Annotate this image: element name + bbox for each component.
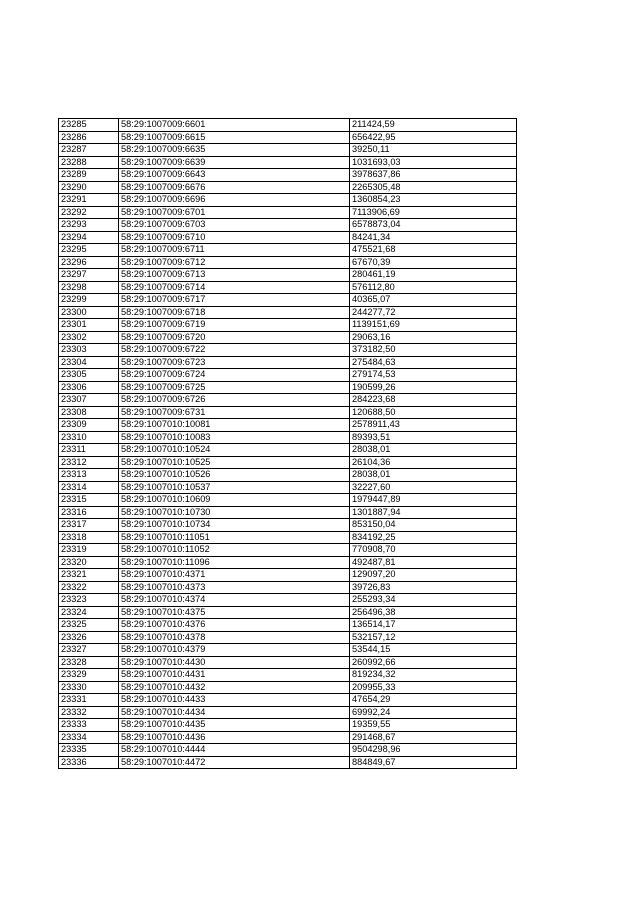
row-number-cell: 23290	[59, 181, 119, 194]
value-cell: 1360854,23	[350, 194, 517, 207]
value-cell: 373182,50	[350, 344, 517, 357]
cadastral-number-cell: 58:29:1007010:4433	[119, 694, 350, 707]
row-number-cell: 23314	[59, 481, 119, 494]
row-number-cell: 23309	[59, 419, 119, 432]
row-number-cell: 23333	[59, 719, 119, 732]
row-number-cell: 23302	[59, 331, 119, 344]
value-cell: 1139151,69	[350, 319, 517, 332]
value-cell: 53544,15	[350, 644, 517, 657]
row-number-cell: 23316	[59, 506, 119, 519]
cadastral-number-cell: 58:29:1007009:6615	[119, 131, 350, 144]
row-number-cell: 23329	[59, 669, 119, 682]
row-number-cell: 23318	[59, 531, 119, 544]
table-body	[59, 119, 517, 769]
cadastral-number-cell: 58:29:1007009:6714	[119, 281, 350, 294]
cadastral-number-cell: 58:29:1007009:6713	[119, 269, 350, 282]
cadastral-number-cell: 58:29:1007010:4376	[119, 619, 350, 632]
row-number-cell: 23286	[59, 131, 119, 144]
table-row	[59, 331, 517, 344]
cadastral-number-cell: 58:29:1007010:10526	[119, 469, 350, 482]
row-number-cell: 23301	[59, 319, 119, 332]
table-row	[59, 131, 517, 144]
table-row	[59, 306, 517, 319]
row-number-cell: 23298	[59, 281, 119, 294]
cadastral-number-cell: 58:29:1007010:11096	[119, 556, 350, 569]
row-number-cell: 23330	[59, 681, 119, 694]
value-cell: 28038,01	[350, 469, 517, 482]
table-row	[59, 181, 517, 194]
value-cell: 532157,12	[350, 631, 517, 644]
table-row	[59, 681, 517, 694]
row-number-cell: 23305	[59, 369, 119, 382]
value-cell: 28038,01	[350, 444, 517, 457]
cadastral-number-cell: 58:29:1007010:4435	[119, 719, 350, 732]
cadastral-number-cell: 58:29:1007009:6719	[119, 319, 350, 332]
table-row	[59, 169, 517, 182]
row-number-cell: 23295	[59, 244, 119, 257]
value-cell: 656422,95	[350, 131, 517, 144]
row-number-cell: 23325	[59, 619, 119, 632]
table-row	[59, 744, 517, 757]
cadastral-number-cell: 58:29:1007009:6639	[119, 156, 350, 169]
row-number-cell: 23291	[59, 194, 119, 207]
table-row	[59, 494, 517, 507]
value-cell: 280461,19	[350, 269, 517, 282]
cadastral-number-cell: 58:29:1007010:4436	[119, 731, 350, 744]
row-number-cell: 23320	[59, 556, 119, 569]
table-row	[59, 156, 517, 169]
value-cell: 1979447,89	[350, 494, 517, 507]
table-row	[59, 419, 517, 432]
cadastral-number-cell: 58:29:1007010:4373	[119, 581, 350, 594]
cadastral-number-cell: 58:29:1007009:6701	[119, 206, 350, 219]
table-row	[59, 144, 517, 157]
value-cell: 69992,24	[350, 706, 517, 719]
table-row	[59, 269, 517, 282]
table-row	[59, 556, 517, 569]
table-row	[59, 219, 517, 232]
cadastral-number-cell: 58:29:1007010:4375	[119, 606, 350, 619]
table-row	[59, 619, 517, 632]
value-cell: 2578911,43	[350, 419, 517, 432]
cadastral-number-cell: 58:29:1007010:10524	[119, 444, 350, 457]
cadastral-number-cell: 58:29:1007009:6722	[119, 344, 350, 357]
value-cell: 260992,66	[350, 656, 517, 669]
cadastral-number-cell: 58:29:1007010:4434	[119, 706, 350, 719]
table-row	[59, 469, 517, 482]
cadastral-number-cell: 58:29:1007009:6711	[119, 244, 350, 257]
value-cell: 7113906,69	[350, 206, 517, 219]
cadastral-number-cell: 58:29:1007010:4378	[119, 631, 350, 644]
value-cell: 1031693,03	[350, 156, 517, 169]
value-cell: 255293,34	[350, 594, 517, 607]
value-cell: 770908,70	[350, 544, 517, 557]
row-number-cell: 23319	[59, 544, 119, 557]
row-number-cell: 23321	[59, 569, 119, 582]
table-row	[59, 481, 517, 494]
row-number-cell: 23304	[59, 356, 119, 369]
value-cell: 89393,51	[350, 431, 517, 444]
row-number-cell: 23299	[59, 294, 119, 307]
table-row	[59, 594, 517, 607]
value-cell: 47654,29	[350, 694, 517, 707]
cadastral-number-cell: 58:29:1007009:6710	[119, 231, 350, 244]
table-row	[59, 506, 517, 519]
table-row	[59, 431, 517, 444]
table-row	[59, 369, 517, 382]
table-row	[59, 606, 517, 619]
table-row	[59, 319, 517, 332]
value-cell: 244277,72	[350, 306, 517, 319]
table-row	[59, 444, 517, 457]
cadastral-number-cell: 58:29:1007009:6712	[119, 256, 350, 269]
value-cell: 39250,11	[350, 144, 517, 157]
table-row	[59, 119, 517, 132]
table-row	[59, 394, 517, 407]
row-number-cell: 23332	[59, 706, 119, 719]
cadastral-number-cell: 58:29:1007010:4432	[119, 681, 350, 694]
cadastral-number-cell: 58:29:1007009:6725	[119, 381, 350, 394]
cadastral-number-cell: 58:29:1007010:10537	[119, 481, 350, 494]
row-number-cell: 23292	[59, 206, 119, 219]
row-number-cell: 23323	[59, 594, 119, 607]
value-cell: 26104,36	[350, 456, 517, 469]
row-number-cell: 23324	[59, 606, 119, 619]
cadastral-number-cell: 58:29:1007010:10081	[119, 419, 350, 432]
value-cell: 211424,59	[350, 119, 517, 132]
row-number-cell: 23336	[59, 756, 119, 769]
cadastral-number-cell: 58:29:1007009:6635	[119, 144, 350, 157]
value-cell: 475521,68	[350, 244, 517, 257]
row-number-cell: 23285	[59, 119, 119, 132]
table-row	[59, 381, 517, 394]
table-row	[59, 294, 517, 307]
value-cell: 2265305,48	[350, 181, 517, 194]
table-row	[59, 244, 517, 257]
row-number-cell: 23288	[59, 156, 119, 169]
value-cell: 1301887,94	[350, 506, 517, 519]
value-cell: 190599,26	[350, 381, 517, 394]
row-number-cell: 23328	[59, 656, 119, 669]
value-cell: 6578873,04	[350, 219, 517, 232]
value-cell: 32227,60	[350, 481, 517, 494]
row-number-cell: 23297	[59, 269, 119, 282]
value-cell: 19359,55	[350, 719, 517, 732]
table-row	[59, 719, 517, 732]
value-cell: 9504298,96	[350, 744, 517, 757]
value-cell: 120688,50	[350, 406, 517, 419]
cadastral-number-cell: 58:29:1007009:6731	[119, 406, 350, 419]
value-cell: 67670,39	[350, 256, 517, 269]
cadastral-number-cell: 58:29:1007010:4431	[119, 669, 350, 682]
table-row	[59, 281, 517, 294]
row-number-cell: 23311	[59, 444, 119, 457]
row-number-cell: 23331	[59, 694, 119, 707]
row-number-cell: 23315	[59, 494, 119, 507]
cadastral-number-cell: 58:29:1007010:11052	[119, 544, 350, 557]
cadastral-number-cell: 58:29:1007010:4472	[119, 756, 350, 769]
row-number-cell: 23326	[59, 631, 119, 644]
cadastral-number-cell: 58:29:1007010:10734	[119, 519, 350, 532]
value-cell: 853150,04	[350, 519, 517, 532]
row-number-cell: 23310	[59, 431, 119, 444]
row-number-cell: 23307	[59, 394, 119, 407]
cadastral-number-cell: 58:29:1007010:4430	[119, 656, 350, 669]
table-row	[59, 356, 517, 369]
value-cell: 29063,16	[350, 331, 517, 344]
table-row	[59, 656, 517, 669]
value-cell: 3978637,86	[350, 169, 517, 182]
row-number-cell: 23334	[59, 731, 119, 744]
value-cell: 284223,68	[350, 394, 517, 407]
value-cell: 279174,53	[350, 369, 517, 382]
value-cell: 834192,25	[350, 531, 517, 544]
row-number-cell: 23317	[59, 519, 119, 532]
table-row	[59, 581, 517, 594]
cadastral-value-table	[58, 118, 517, 769]
table-row	[59, 406, 517, 419]
value-cell: 129097,20	[350, 569, 517, 582]
row-number-cell: 23322	[59, 581, 119, 594]
table-row	[59, 669, 517, 682]
table-row	[59, 206, 517, 219]
table-row	[59, 456, 517, 469]
table-row	[59, 194, 517, 207]
value-cell: 275484,63	[350, 356, 517, 369]
cadastral-number-cell: 58:29:1007009:6724	[119, 369, 350, 382]
table-row	[59, 519, 517, 532]
row-number-cell: 23294	[59, 231, 119, 244]
value-cell: 492487,81	[350, 556, 517, 569]
cadastral-number-cell: 58:29:1007010:10525	[119, 456, 350, 469]
cadastral-number-cell: 58:29:1007009:6643	[119, 169, 350, 182]
table-row	[59, 706, 517, 719]
row-number-cell: 23308	[59, 406, 119, 419]
table-row	[59, 544, 517, 557]
table-row	[59, 344, 517, 357]
cadastral-number-cell: 58:29:1007009:6726	[119, 394, 350, 407]
cadastral-number-cell: 58:29:1007010:4374	[119, 594, 350, 607]
cadastral-number-cell: 58:29:1007010:4444	[119, 744, 350, 757]
value-cell: 40365,07	[350, 294, 517, 307]
table-row	[59, 256, 517, 269]
row-number-cell: 23335	[59, 744, 119, 757]
table-row	[59, 569, 517, 582]
value-cell: 576112,80	[350, 281, 517, 294]
cadastral-number-cell: 58:29:1007009:6717	[119, 294, 350, 307]
value-cell: 256496,38	[350, 606, 517, 619]
cadastral-number-cell: 58:29:1007009:6723	[119, 356, 350, 369]
table-row	[59, 644, 517, 657]
row-number-cell: 23327	[59, 644, 119, 657]
cadastral-number-cell: 58:29:1007009:6601	[119, 119, 350, 132]
value-cell: 136514,17	[350, 619, 517, 632]
cadastral-number-cell: 58:29:1007010:4379	[119, 644, 350, 657]
cadastral-number-cell: 58:29:1007009:6696	[119, 194, 350, 207]
cadastral-number-cell: 58:29:1007010:11051	[119, 531, 350, 544]
value-cell: 291468,67	[350, 731, 517, 744]
value-cell: 209955,33	[350, 681, 517, 694]
cadastral-number-cell: 58:29:1007010:10730	[119, 506, 350, 519]
row-number-cell: 23303	[59, 344, 119, 357]
table-row	[59, 531, 517, 544]
row-number-cell: 23306	[59, 381, 119, 394]
table-row	[59, 694, 517, 707]
row-number-cell: 23293	[59, 219, 119, 232]
row-number-cell: 23289	[59, 169, 119, 182]
row-number-cell: 23287	[59, 144, 119, 157]
value-cell: 884849,67	[350, 756, 517, 769]
cadastral-number-cell: 58:29:1007009:6720	[119, 331, 350, 344]
cadastral-number-cell: 58:29:1007009:6703	[119, 219, 350, 232]
row-number-cell: 23296	[59, 256, 119, 269]
table-row	[59, 731, 517, 744]
row-number-cell: 23312	[59, 456, 119, 469]
value-cell: 39726,83	[350, 581, 517, 594]
table-row	[59, 231, 517, 244]
row-number-cell: 23313	[59, 469, 119, 482]
cadastral-number-cell: 58:29:1007010:10083	[119, 431, 350, 444]
cadastral-number-cell: 58:29:1007009:6676	[119, 181, 350, 194]
table-row	[59, 631, 517, 644]
row-number-cell: 23300	[59, 306, 119, 319]
table-row	[59, 756, 517, 769]
cadastral-number-cell: 58:29:1007010:10609	[119, 494, 350, 507]
value-cell: 819234,32	[350, 669, 517, 682]
value-cell: 84241,34	[350, 231, 517, 244]
cadastral-number-cell: 58:29:1007009:6718	[119, 306, 350, 319]
cadastral-number-cell: 58:29:1007010:4371	[119, 569, 350, 582]
